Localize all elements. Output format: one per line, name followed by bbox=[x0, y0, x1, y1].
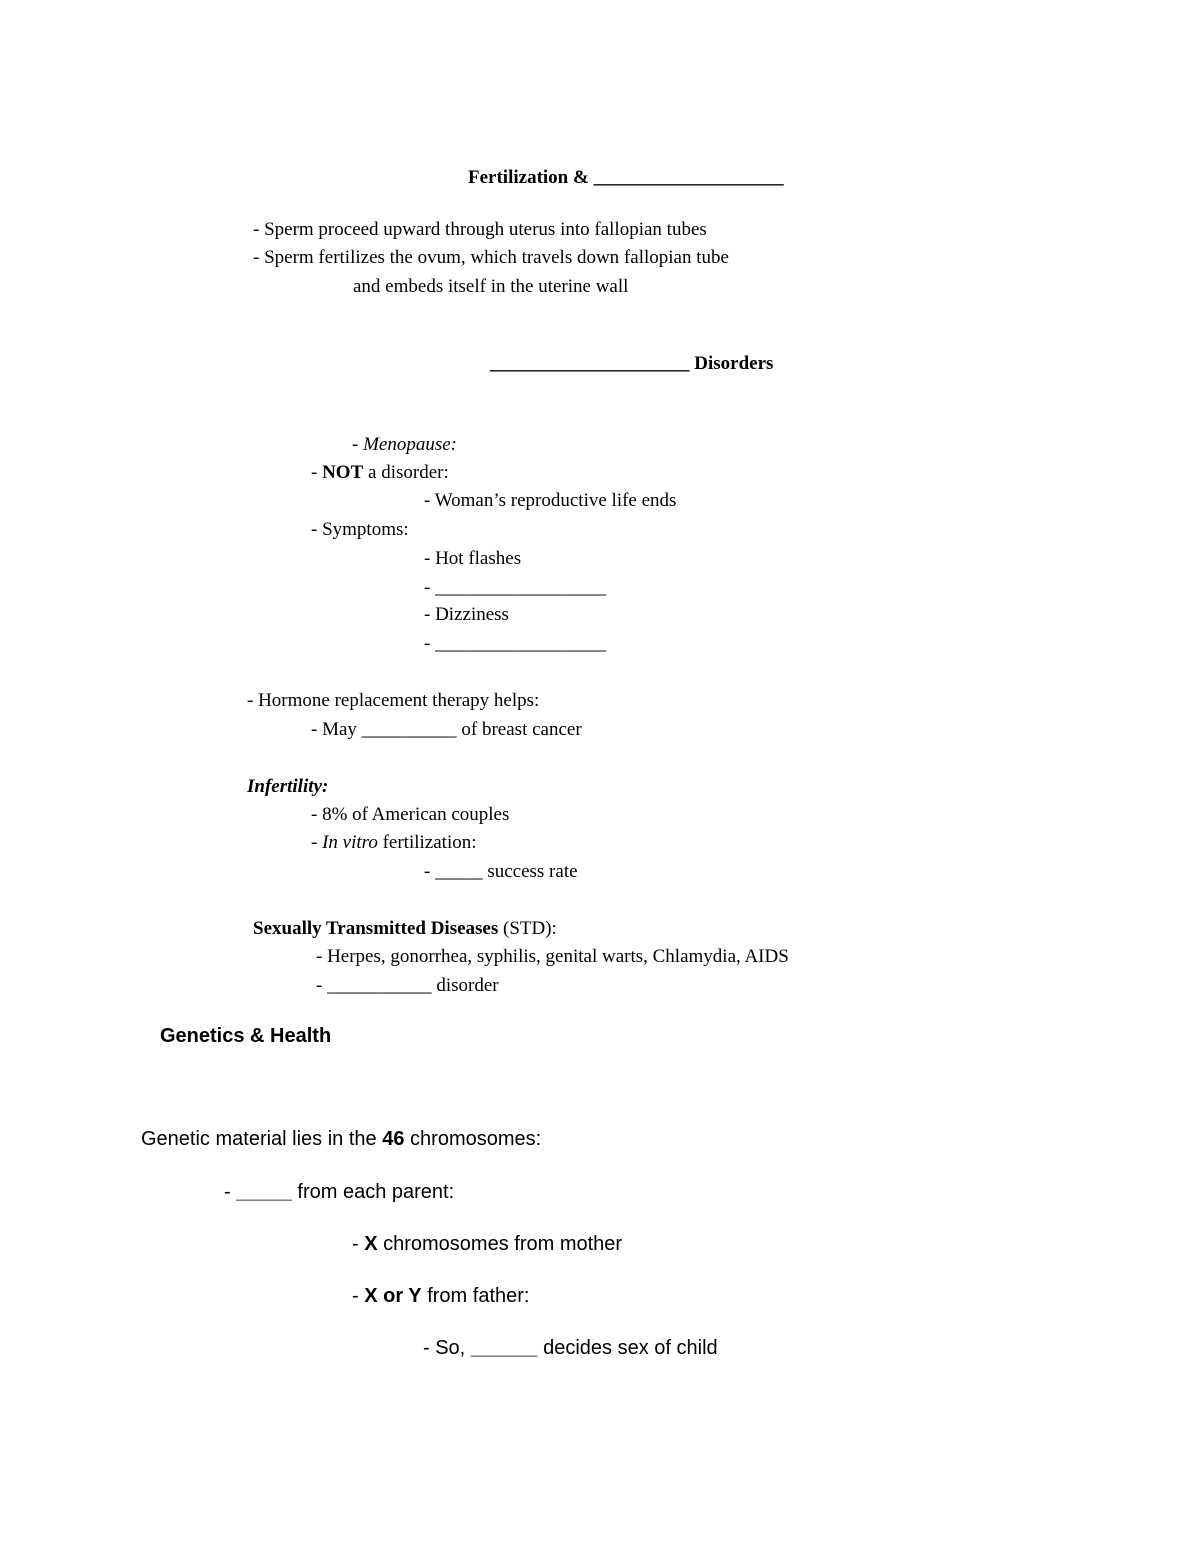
symptom-blank-1 bbox=[424, 577, 606, 599]
disorders-heading-blank: _____________________ bbox=[490, 353, 690, 374]
fertilization-line-3: and embeds itself in the uterine wall bbox=[353, 276, 629, 297]
genetics-line-5-pre: - So, bbox=[423, 1337, 471, 1359]
rate-blank: _____ bbox=[435, 861, 483, 882]
infertility-ivf-line bbox=[311, 832, 477, 854]
infertility-line-1: - 8% of American couples bbox=[311, 804, 510, 825]
genetics-line-1 bbox=[141, 1128, 541, 1151]
rate-dash: - bbox=[424, 861, 436, 882]
ivf-rest: fertilization: bbox=[377, 832, 477, 853]
symptom-blank-1-line: __________________ bbox=[435, 577, 607, 598]
hrt-may-post: of breast cancer bbox=[456, 719, 582, 740]
not-bold: NOT bbox=[322, 462, 364, 483]
fertilization-heading-blank: ____________________ bbox=[593, 167, 784, 188]
genetics-line-4-rest: from father: bbox=[421, 1285, 530, 1307]
genetics-line-1-pre: Genetic material lies in the bbox=[141, 1128, 383, 1150]
menopause-title bbox=[352, 434, 457, 456]
symptom-blank-2-dash: - bbox=[424, 633, 436, 654]
infertility-rate-line bbox=[424, 861, 578, 883]
std-line-1: - Herpes, gonorrhea, syphilis, genital warts, Chlamydia, AIDS bbox=[316, 946, 789, 967]
genetics-line-4-dash: - bbox=[352, 1285, 365, 1307]
std-line-2-rest: disorder bbox=[431, 975, 499, 996]
symptom-blank-2-line: __________________ bbox=[435, 633, 607, 654]
symptom-hot-flashes: - Hot flashes bbox=[424, 548, 522, 569]
not-dash: - bbox=[311, 462, 323, 483]
not-rest: a disorder: bbox=[363, 462, 449, 483]
disorders-heading-text: Disorders bbox=[694, 353, 774, 374]
hrt-may-pre: - May bbox=[311, 719, 362, 740]
menopause-symptoms: - Symptoms: bbox=[311, 519, 409, 540]
std-title bbox=[253, 918, 557, 940]
genetics-line-1-post: chromosomes: bbox=[404, 1128, 542, 1150]
genetics-line-1-bold: 46 bbox=[382, 1128, 405, 1150]
genetics-line-2-dash: - bbox=[224, 1181, 237, 1203]
std-title-bold: Sexually Transmitted Diseases bbox=[253, 918, 499, 939]
ivf-dash: - bbox=[311, 832, 323, 853]
genetics-line-3-dash: - bbox=[352, 1233, 365, 1255]
fertilization-heading-text: Fertilization & bbox=[468, 167, 589, 188]
symptom-dizziness: - Dizziness bbox=[424, 604, 509, 625]
hrt-line: - Hormone replacement therapy helps: bbox=[247, 690, 540, 711]
genetics-line-2-rest: from each parent: bbox=[291, 1181, 455, 1203]
genetics-line-3-bold: X bbox=[364, 1233, 378, 1255]
genetics-line-3-rest: chromosomes from mother bbox=[377, 1233, 623, 1255]
genetics-line-4-bold: X or Y bbox=[364, 1285, 422, 1307]
genetics-line-3 bbox=[352, 1233, 622, 1256]
menopause-dash: - bbox=[352, 434, 364, 455]
hrt-may-line bbox=[311, 719, 582, 741]
genetics-line-5-blank: ______ bbox=[470, 1337, 538, 1359]
fertilization-heading bbox=[468, 167, 784, 189]
genetics-line-5 bbox=[423, 1337, 718, 1360]
fertilization-line-1: - Sperm proceed upward through uterus into fallopian tubes bbox=[253, 219, 707, 240]
infertility-title: Infertility: bbox=[247, 776, 329, 797]
genetics-line-4 bbox=[352, 1285, 529, 1308]
genetics-heading: Genetics & Health bbox=[160, 1025, 332, 1047]
std-line-2-dash: - bbox=[316, 975, 328, 996]
genetics-line-2 bbox=[224, 1181, 454, 1204]
symptom-blank-1-dash: - bbox=[424, 577, 436, 598]
genetics-line-5-rest: decides sex of child bbox=[537, 1337, 718, 1359]
ivf-italic: In vitro bbox=[322, 832, 378, 853]
std-title-rest: (STD): bbox=[498, 918, 557, 939]
genetics-line-2-blank: _____ bbox=[236, 1181, 292, 1203]
symptom-blank-2 bbox=[424, 633, 606, 655]
fertilization-line-2: - Sperm fertilizes the ovum, which travels down fallopian tube bbox=[253, 247, 729, 268]
menopause-not-disorder bbox=[311, 462, 449, 484]
std-line-2-blank: ___________ bbox=[327, 975, 432, 996]
menopause-label: Menopause: bbox=[363, 434, 457, 455]
std-line-2 bbox=[316, 975, 499, 997]
hrt-may-blank: __________ bbox=[361, 719, 457, 740]
rate-rest: success rate bbox=[482, 861, 578, 882]
disorders-heading bbox=[490, 353, 773, 375]
menopause-woman-line: - Woman’s reproductive life ends bbox=[424, 490, 677, 511]
